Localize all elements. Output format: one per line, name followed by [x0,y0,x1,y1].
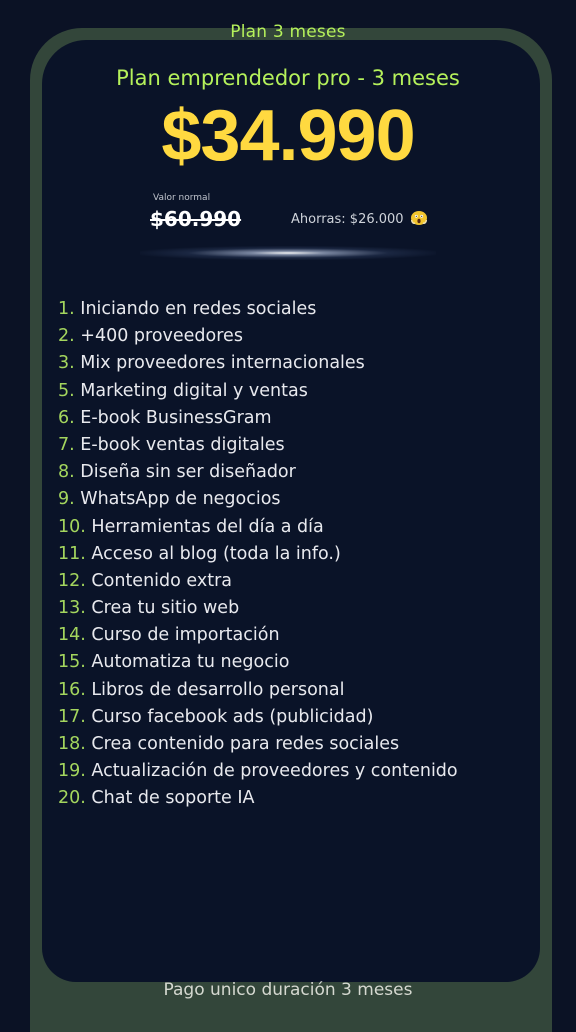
normal-price-label: Valor normal [153,193,211,203]
feature-text: E-book ventas digitales [80,434,285,455]
feature-item [58,568,458,595]
footer-note: Pago unico duración 3 meses [163,980,413,1000]
feature-item [58,350,458,377]
feature-text: Diseña sin ser diseñador [80,462,296,483]
feature-text: Herramientas del día a día [91,516,324,537]
feature-number: 20. [58,788,86,809]
feature-number: 7. [58,434,75,455]
feature-text: Crea tu sitio web [91,598,240,619]
feature-number: 18. [58,734,86,754]
feature-number: 2. [58,326,75,347]
feature-item [58,296,458,323]
feature-item [58,677,458,704]
feature-number: 8. [58,462,75,483]
feature-number: 10. [58,516,86,537]
feature-item [58,649,458,676]
feature-text: Acceso al blog (toda la info.) [91,543,341,564]
screaming-face-icon [411,211,427,225]
feature-item [58,785,458,812]
feature-item [58,378,458,405]
feature-item [58,541,458,568]
feature-number: 12. [58,570,86,591]
feature-item [58,405,458,432]
feature-text: +400 proveedores [80,326,243,347]
feature-text: Curso facebook ads (publicidad) [91,706,374,727]
feature-text: WhatsApp de negocios [80,489,281,510]
savings-text [291,211,427,227]
feature-number: 5. [58,380,75,401]
feature-text: Libros de desarrollo personal [91,679,345,700]
savings-label: Ahorras: $26.000 [291,212,404,227]
feature-text: Curso de importación [91,625,280,646]
feature-number: 15. [58,652,86,673]
feature-number: 14. [58,625,86,646]
feature-text: Contenido extra [91,570,232,591]
plan-price: $34.990 [161,96,415,176]
feature-text: Chat de soporte IA [91,788,255,809]
feature-text: Crea contenido para redes sociales [91,734,400,754]
feature-number: 11. [58,543,86,564]
feature-number: 17. [58,706,86,727]
feature-number: 6. [58,407,75,428]
feature-number: 19. [58,761,86,782]
feature-item [58,622,458,649]
feature-number: 16. [58,679,86,700]
feature-item [58,459,458,486]
feature-number: 1. [58,299,75,319]
divider-glow [140,246,436,260]
feature-item [58,486,458,513]
plan-title: Plan emprendedor pro - 3 meses [116,66,460,90]
feature-text: Marketing digital y ventas [80,380,308,401]
feature-item [58,323,458,350]
feature-number: 3. [58,353,75,374]
feature-text: Mix proveedores internacionales [80,353,365,374]
feature-item [58,704,458,731]
feature-number: 9. [58,489,75,510]
feature-item [58,758,458,785]
feature-item [58,432,458,459]
feature-text: Actualización de proveedores y contenido [91,761,458,782]
feature-item [58,731,458,758]
feature-number: 13. [58,598,86,619]
feature-text: E-book BusinessGram [80,407,272,428]
feature-item [58,514,458,541]
feature-item [58,595,458,622]
feature-text: Iniciando en redes sociales [80,299,317,319]
normal-price-strikethrough: $60.990 [150,207,242,231]
feature-list [58,296,458,813]
feature-text: Automatiza tu negocio [91,652,290,673]
plan-tab-label: Plan 3 meses [230,22,346,42]
